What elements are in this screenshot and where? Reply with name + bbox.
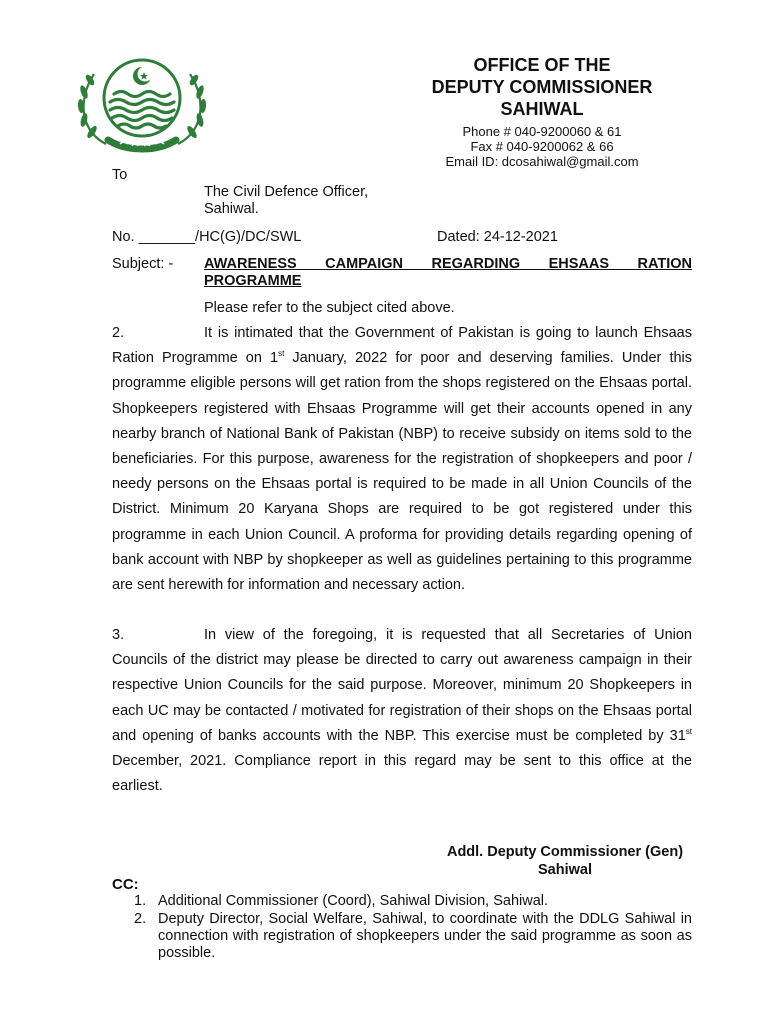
cc-item <box>112 893 692 910</box>
cc-item-text: Deputy Director, Social Welfare, Sahiwal, to coordinate with the DDLG Sahiwal in connection with registration of shopkeepers under the said programme as soon as possible. <box>158 911 692 961</box>
intro-sentence: Please refer to the subject cited above. <box>204 300 455 316</box>
office-title-line1: OFFICE OF THE <box>473 55 611 75</box>
reference-number: No. _______/HC(G)/DC/SWL <box>112 229 302 245</box>
cc-label: CC: <box>112 876 139 893</box>
paragraph-2-text-a: It is intimated that the Government of Pakistan is going to launch Ehsaas Ration Programme on 1 <box>112 325 692 367</box>
subject-line1: AWARENESS CAMPAIGN REGARDING EHSAAS RATION <box>204 256 692 272</box>
recipient-line2: Sahiwal. <box>204 201 259 217</box>
cc-item-text: Additional Commissioner (Coord), Sahiwal Division, Sahiwal. <box>158 893 549 909</box>
to-label: To <box>112 167 128 183</box>
paragraph-3-text-b: December, 2021. Compliance report in this regard may be sent to this office at the earliest. <box>112 753 692 795</box>
cc-item-number: 2. <box>134 911 147 927</box>
signature-block <box>420 843 710 879</box>
paragraph-3 <box>112 623 692 799</box>
letterhead <box>400 54 684 169</box>
paragraph-2 <box>112 321 692 598</box>
subject-label: Subject: - <box>112 256 174 272</box>
letter-date: Dated: 24-12-2021 <box>437 229 558 245</box>
paragraph-3-superscript: st <box>685 726 692 736</box>
cc-item-number: 1. <box>134 893 147 909</box>
email-address: Email ID: dcosahiwal@gmail.com <box>445 154 639 169</box>
recipient-line1: The Civil Defence Officer, <box>204 184 369 200</box>
office-title-line2: DEPUTY COMMISSIONER <box>431 77 653 97</box>
cc-item <box>112 911 692 962</box>
phone-number: Phone # 040-9200060 & 61 <box>462 124 622 139</box>
paragraph-2-superscript: st <box>278 349 285 359</box>
paragraph-3-text-a: In view of the foregoing, it is requested that all Secretaries of Union Councils of the district may please be directed to carry out awareness campaign in their respective Union Councils for the said purpose. Moreover, minimum 20 Shopkeepers in each UC may be contacted / motivated for registration of their shops on the Ehsaas portal and opening of banks accounts with the NBP. This exercise must be completed by 31 <box>112 627 692 744</box>
signatory-designation: Addl. Deputy Commissioner (Gen) <box>446 844 684 860</box>
subject-line2: PROGRAMME <box>204 273 302 289</box>
paragraph-3-number: 3. <box>112 627 125 643</box>
cc-list <box>112 893 692 963</box>
paragraph-2-number: 2. <box>112 325 125 341</box>
punjab-government-emblem <box>72 52 212 158</box>
signatory-place: Sahiwal <box>538 862 592 878</box>
paragraph-2-text-b: January, 2022 for poor and deserving families. Under this programme eligible persons will get ration from the shops registered on the Ehsaas portal. Shopkeepers registered with Ehsaas Programme will get their accounts opened in any nearby branch of National Bank of Pakistan (NBP) to receive subsidy on items sold to the beneficiaries. For this purpose, awareness for the registration of shopkeepers and poor / needy persons on the Ehsaas portal is required to be made in all Union Councils of the District. Minimum 20 Karyana Shops are required to be got registered under this programme in each Union Council. A proforma for providing details regarding opening of bank account with NBP by shopkeeper as well as guidelines pertaining to this programme are sent herewith for information and necessary action. <box>112 350 693 594</box>
office-title-line3: SAHIWAL <box>500 99 584 119</box>
fax-number: Fax # 040-9200062 & 66 <box>470 139 614 154</box>
